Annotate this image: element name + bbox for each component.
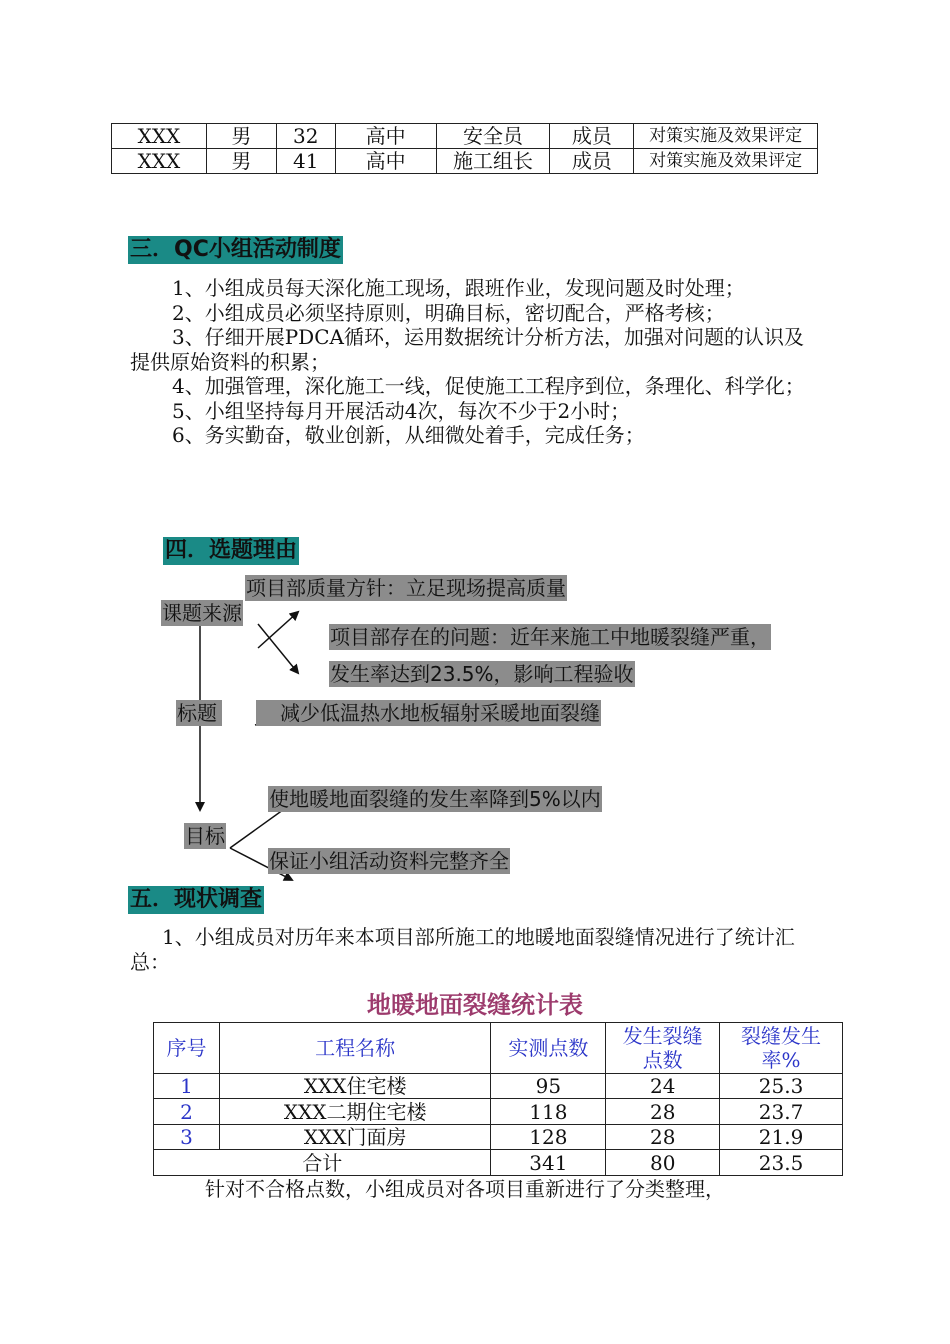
section4-heading: 四．选题理由 xyxy=(165,538,298,563)
member-name: XXX xyxy=(112,149,207,174)
row-project-name: XXX住宅楼 xyxy=(219,1074,491,1099)
member-position: 安全员 xyxy=(436,124,550,149)
row-crack-rate: 23.7 xyxy=(720,1099,843,1125)
member-name: XXX xyxy=(112,124,207,149)
header-measured-points: 实测点数 xyxy=(491,1023,606,1074)
rule-item: 1、小组成员每天深化施工现场，跟班作业，发现问题及时处理； xyxy=(172,276,745,300)
title-label: 标题 xyxy=(176,700,222,726)
rule-item: 2、小组成员必须坚持原则，明确目标，密切配合，严格考核； xyxy=(172,300,725,325)
table-row xyxy=(154,1099,843,1125)
member-role: 成员 xyxy=(550,149,634,174)
member-duty: 对策实施及效果评定 xyxy=(634,124,818,149)
row-measured-points: 95 xyxy=(491,1074,606,1099)
row-index: 1 xyxy=(154,1074,220,1099)
table-title: 地暖地面裂缝统计表 xyxy=(367,991,583,1019)
total-label: 合计 xyxy=(154,1150,491,1176)
goal1-prefix: 使地暖地面裂缝的发生率降到 xyxy=(269,787,529,811)
row-measured-points: 128 xyxy=(491,1125,606,1150)
row-crack-rate: 21.9 xyxy=(720,1125,843,1150)
table-header-row xyxy=(154,1023,843,1074)
table-row xyxy=(154,1125,843,1150)
member-age: 41 xyxy=(276,149,335,174)
topic-title-text: 减少低温热水地板辐射采暖地面裂缝 xyxy=(256,700,601,726)
row-crack-points: 24 xyxy=(606,1074,720,1099)
table-row xyxy=(154,1074,843,1099)
member-age: 32 xyxy=(276,124,335,149)
header-crack-rate: 裂缝发生率% xyxy=(720,1023,843,1074)
survey-intro xyxy=(130,925,820,974)
member-education: 高中 xyxy=(335,124,436,149)
row-crack-points: 28 xyxy=(606,1125,720,1150)
survey-intro-text: 1、小组成员对历年来本项目部所施工的地暖地面裂缝情况进行了统计汇总： xyxy=(130,925,795,974)
member-education: 高中 xyxy=(335,149,436,174)
row-index: 2 xyxy=(154,1099,220,1125)
member-gender: 男 xyxy=(206,124,276,149)
header-crack-points: 发生裂缝点数 xyxy=(606,1023,720,1074)
rule-item: 5、小组坚持每月开展活动4次，每次不少于2小时； xyxy=(172,398,631,423)
problem-suffix: ，影响工程验收 xyxy=(493,662,634,686)
footer-text: 针对不合格点数，小组成员对各项目重新进行了分类整理， xyxy=(205,1177,725,1201)
topic-source-label: 课题来源 xyxy=(162,601,242,625)
goal2-text: 保证小组活动资料完整齐全 xyxy=(269,849,509,873)
problem-rate: 23.5% xyxy=(430,662,494,686)
total-crack-rate: 23.5 xyxy=(720,1150,843,1176)
member-position: 施工组长 xyxy=(436,149,550,174)
problem-text-line1: 项目部存在的问题：近年来施工中地暖裂缝严重， xyxy=(330,625,770,649)
goal-label: 目标 xyxy=(185,824,225,848)
section5-heading: 五．现状调查 xyxy=(130,887,263,912)
rule-item: 4、加强管理，深化施工一线，促使施工工程序到位，条理化、科学化； xyxy=(172,374,805,398)
row-crack-rate: 25.3 xyxy=(720,1074,843,1099)
quality-policy-label: 项目部质量方针：立足现场提高质量 xyxy=(246,576,566,600)
member-duty: 对策实施及效果评定 xyxy=(634,149,818,174)
total-measured-points: 341 xyxy=(491,1150,606,1176)
section3-heading: 三．QC小组活动制度 xyxy=(130,237,341,262)
table-total-row xyxy=(154,1150,843,1176)
goal1-suffix: 以内 xyxy=(560,787,601,811)
problem-prefix: 发生率达到 xyxy=(330,662,430,686)
rule-item: 3、仔细开展PDCA循环，运用数据统计分析方法，加强对问题的认识及提供原始资料的积累； xyxy=(130,325,804,374)
goal1-rate: 5% xyxy=(529,787,561,811)
goal1-text xyxy=(268,786,602,812)
row-measured-points: 118 xyxy=(491,1099,606,1125)
member-gender: 男 xyxy=(206,149,276,174)
header-project-name: 工程名称 xyxy=(219,1023,491,1074)
row-project-name: XXX二期住宅楼 xyxy=(219,1099,491,1125)
header-index: 序号 xyxy=(154,1023,220,1074)
row-project-name: XXX门面房 xyxy=(219,1125,491,1150)
crack-stats-table xyxy=(153,1022,843,1176)
total-crack-points: 80 xyxy=(606,1150,720,1176)
problem-text-line2 xyxy=(329,661,635,687)
row-index: 3 xyxy=(154,1125,220,1150)
rule-item: 6、务实勤奋，敬业创新，从细微处着手，完成任务； xyxy=(172,423,645,447)
row-crack-points: 28 xyxy=(606,1099,720,1125)
member-role: 成员 xyxy=(550,124,634,149)
